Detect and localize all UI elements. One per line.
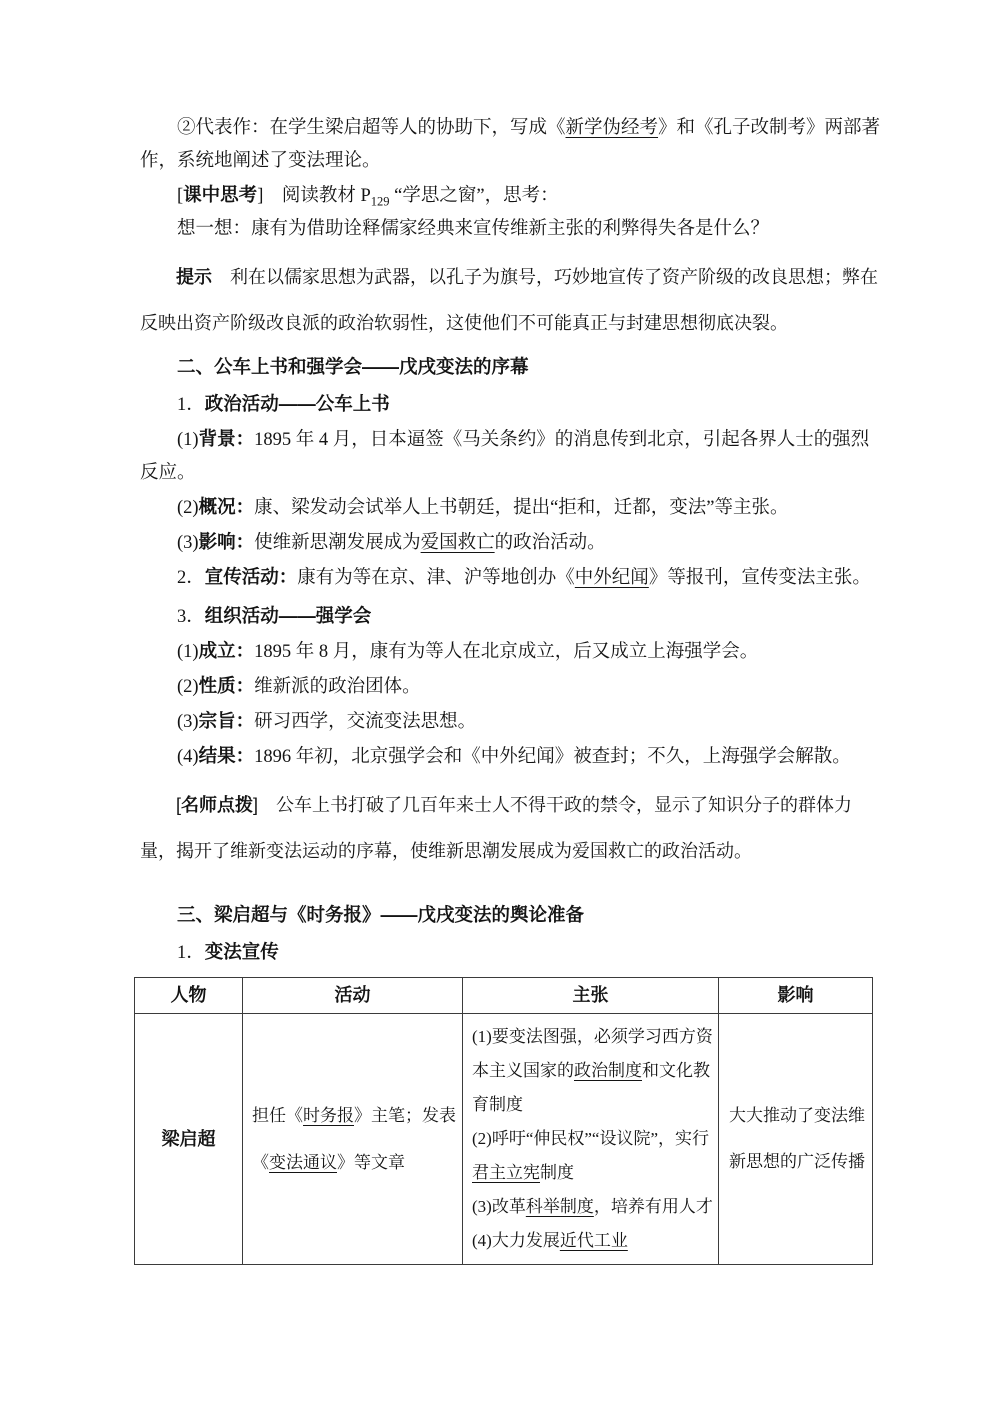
underlined-term: 政治制度: [574, 1061, 642, 1080]
paragraph-establishment: [140, 634, 884, 669]
heading-text: 三、梁启超与《时务报》——戊戌变法的舆论准备: [177, 904, 585, 925]
text-run: 使维新思潮发展成为: [254, 533, 421, 553]
bold-label: 成立：: [198, 640, 255, 661]
item-number: (2): [177, 677, 199, 697]
bold-label: 宗旨：: [198, 710, 255, 731]
paragraph-think-question: [140, 213, 884, 246]
text-run: (3)改革: [472, 1197, 526, 1216]
heading-section-2: [140, 350, 884, 383]
claim-item: [472, 1224, 714, 1258]
list-number: 3．: [177, 607, 205, 627]
subheading-reform-publicity: [140, 935, 884, 970]
column-header-effect: 影响: [719, 978, 873, 1014]
underlined-term: 变法通议: [269, 1153, 337, 1172]
bold-label: 影响：: [198, 531, 255, 552]
reform-publicity-table: [134, 977, 873, 1265]
bold-label: 结果：: [198, 745, 255, 766]
paragraph-background: [140, 422, 884, 490]
claim-item: [472, 1190, 714, 1224]
bold-label: 概况：: [198, 496, 255, 517]
item-number: (4): [177, 747, 199, 767]
heading-text: 二、公车上书和强学会——戊戌变法的序幕: [177, 356, 529, 377]
column-header-claims: 主张: [463, 978, 719, 1014]
paragraph-in-class-thinking: [140, 178, 884, 213]
text-run: 康有为等在京、津、沪等地创办《: [297, 568, 575, 588]
text-run: 》和《孔子改制考》两部著作，系统地阐述了变法理论。: [140, 118, 881, 171]
table-header-row: [135, 978, 873, 1014]
text-run: 的政治活动。: [494, 533, 606, 553]
underlined-term: 时务报: [303, 1106, 354, 1125]
item-number: (2): [177, 498, 199, 518]
tip-label: 提示: [176, 267, 212, 287]
item-number: (1): [177, 642, 199, 662]
text-run: 想一想：康有为借助诠释儒家经典来宣传维新主张的利弊得失各是什么？: [177, 219, 770, 239]
underlined-term: 科举制度: [525, 1197, 594, 1216]
item-number: (1): [177, 430, 199, 450]
text-run: ，培养有用人才: [593, 1197, 713, 1216]
text-run: 制度: [540, 1163, 574, 1182]
tip-block-teacher-note: [140, 782, 886, 874]
item-number: (3): [177, 712, 199, 732]
subheading-political-activity: [140, 387, 884, 422]
text-run: ] 阅读教材 P: [257, 186, 371, 206]
cell-activity: [243, 1014, 463, 1265]
underlined-term: 君主立宪: [472, 1163, 540, 1182]
underlined-term: 近代工业: [559, 1231, 628, 1250]
list-number: 1．: [177, 943, 205, 963]
bracket: [: [177, 186, 184, 206]
cell-effect: [719, 1014, 873, 1265]
underlined-term: 爱国救亡: [420, 533, 495, 553]
item-number: (3): [177, 533, 199, 553]
tip-body: 利在以儒家思想为武器，以孔子为旗号，巧妙地宣传了资产阶级的改良思想；弊在反映出资产阶级改良派的政治软弱性，这使他们不可能真正与封建思想彻底决裂。: [140, 267, 878, 333]
text-run: 担任《: [252, 1106, 303, 1125]
text-run: (1)要变法图强，必须学习西方资本主义国家的: [472, 1027, 713, 1080]
tip-body: ] 公车上书打破了几百年来士人不得干政的禁令，显示了知识分子的群体力量，揭开了维新变法运动的序幕，使维新思潮发展成为爱国救亡的政治活动。: [140, 795, 853, 861]
text-run: “学思之窗”，思考：: [389, 186, 559, 206]
text-run: ②代表作：在学生梁启超等人的协助下，写成《: [177, 118, 566, 138]
text-run: 1896 年初，北京强学会和《中外纪闻》被查封；不久，上海强学会解散。: [254, 747, 851, 767]
list-number: 1．: [177, 395, 205, 415]
bold-label: 宣传活动：: [204, 566, 298, 587]
text-run: 》等文章: [337, 1153, 405, 1172]
table-row: [135, 1014, 873, 1265]
bold-label: 课中思考: [183, 184, 258, 205]
text-run: (2)呼吁“伸民权”“设议院”，实行: [472, 1129, 710, 1148]
paragraph-purpose: [140, 704, 884, 739]
bold-label: 性质：: [198, 675, 255, 696]
cell-person: 梁启超: [135, 1014, 243, 1265]
claim-item: [472, 1020, 714, 1122]
claim-item: [472, 1122, 714, 1190]
tip-label: 名师点拨: [181, 795, 254, 815]
paragraph-overview: [140, 490, 884, 525]
text-run: 》主笔；发表《: [252, 1106, 456, 1172]
paragraph-result: [140, 739, 884, 774]
paragraph-representative-works: [140, 112, 884, 178]
text-run: 维新派的政治团体。: [254, 677, 421, 697]
heading-text: 组织活动——强学会: [204, 605, 372, 626]
underlined-term: 中外纪闻: [574, 568, 649, 588]
bold-label: 背景：: [198, 428, 255, 449]
tip-block-hint: [140, 254, 886, 346]
text-run: 1895 年 4 月，日本逼签《马关条约》的消息传到北京，引起各界人士的强烈反应。: [140, 430, 870, 483]
paragraph-nature: [140, 669, 884, 704]
text-run: 研习西学，交流变法思想。: [254, 712, 477, 732]
text-run: 1895 年 8 月，康有为等人在北京成立，后又成立上海强学会。: [254, 642, 759, 662]
underlined-term: 新学伪经考: [565, 118, 659, 138]
heading-text: 政治活动——公车上书: [204, 393, 390, 414]
paragraph-publicity-activity: [140, 560, 884, 595]
text-run: 康、梁发动会试举人上书朝廷，提出“拒和，迁都，变法”等主张。: [254, 498, 789, 518]
item-number: 2．: [177, 568, 205, 588]
heading-text: 变法宣传: [204, 941, 279, 962]
column-header-person: 人物: [135, 978, 243, 1014]
paragraph-influence: [140, 525, 884, 560]
text-run: (4)大力发展: [472, 1231, 560, 1250]
heading-section-3: [140, 898, 884, 931]
page-number-subscript: 129: [370, 194, 390, 209]
column-header-activity: 活动: [243, 978, 463, 1014]
text-run: 》等报刊，宣传变法主张。: [648, 568, 871, 588]
subheading-organizational-activity: [140, 599, 884, 634]
cell-claims: [463, 1014, 719, 1265]
text-run: 大大推动了变法维新思想的广泛传播: [729, 1106, 865, 1171]
text-run: 和文化教育制度: [472, 1061, 710, 1114]
bracket: [: [176, 795, 182, 815]
